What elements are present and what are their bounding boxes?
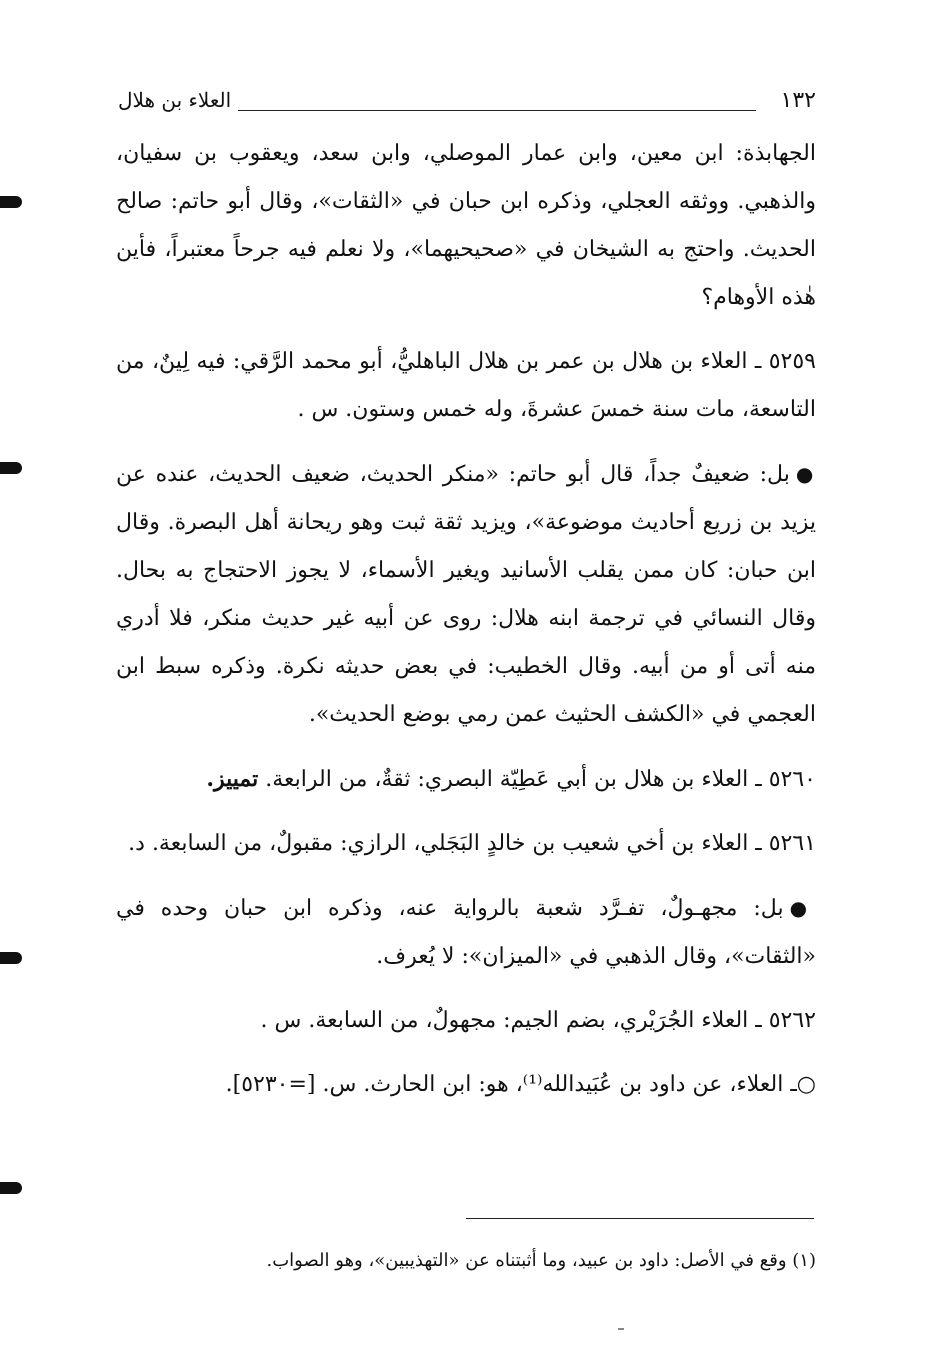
footnote: (١) وقع في الأصل: داود بن عبيد، وما أثبتناه عن «التهذيبين»، وهو الصواب. [266,1250,816,1271]
entry-5261: ٥٢٦١ ـ العلاء بن أخي شعيب بن خالدٍ البَجَلي، الرازي: مقبولٌ، من السابعة. د. [128,831,816,856]
entry-5259: ٥٢٥٩ ـ العلاء بن هلال بن عمر بن هلال الباهليُّ، أبو محمد الرَّقي: فيه لِينٌ، من التاسعة، مات سنة خمسَ عشرةَ، وله خمس وستون. س . [116,349,816,422]
entry-5260-text: ٥٢٦٠ ـ العلاء بن هلال بن أبي عَطِيّة البصري: ثقةٌ، من الرابعة. [265,767,816,792]
tamyiz-label: تمييز. [206,766,259,792]
scan-dot [618,1328,624,1330]
header-rule [238,110,756,111]
paragraph-continuation: الجهابذة: ابن معين، وابن عمار الموصلي، وابن سعد، ويعقوب بن سفيان، والذهبي. ووثقه العجلي، وذكره ابن حبان في «الثقات»، وقال أبو حاتم: صالح الحديث. واحتج به الشيخان في «صحيحيهما»، ولا نعلم فيه جرحاً معتبراً، فأين هٰذه الأوهام؟ [116,141,816,310]
scan-edge-mark [0,1182,22,1194]
entry-5260 [116,755,816,804]
running-header [118,88,816,118]
commentary-5261 [116,884,816,981]
circle-icon: ○ [796,1072,816,1097]
running-title: العلاء بن هلال [118,88,232,112]
commentary-5261-text: بل: مجهـولٌ، تفـرَّد شعبة بالرواية عنه، وذكره ابن حبان وحده في «الثقات»، وقال الذهبي في «الميزان»: لا يُعرف. [116,896,816,969]
entry-5262: ٥٢٦٢ ـ العلاء الجُرَيْري، بضم الجيم: مجهولٌ، من السابعة. س . [260,1008,816,1033]
entry-cross-reference [116,1061,816,1109]
scan-edge-mark [0,952,22,964]
footnote-rule [466,1218,814,1219]
scan-edge-mark [0,196,22,208]
cross-reference-text: ـ العلاء، عن داود بن عُبَيدالله⁽¹⁾، هو: ابن الحارث. س. [=٥٢٣٠]. [225,1072,797,1097]
scan-edge-mark [0,462,22,474]
commentary-5259 [116,450,816,739]
bullet-icon: ● [795,462,817,486]
page-number: ١٣٢ [780,88,816,113]
bullet-icon: ● [789,896,816,920]
page-body [116,130,816,1125]
commentary-5259-text: بل: ضعيفٌ جداً، قال أبو حاتم: «منكر الحديث، ضعيف الحديث، عنده عن يزيد بن زريع أحاديث موضوعة»، ويزيد ثقة ثبت وهو ريحانة أهل البصرة. وقال ابن حبان: كان ممن يقلب الأسانيد ويغير الأسماء، لا يجوز الاحتجاج به بحال. وقال النسائي في ترجمة ابنه هلال: روى عن أبيه غير حديث منكر، فلا أدري منه أتى أو من أبيه. وقال الخطيب: في بعض حديثه نكرة. وذكره سبط ابن العجمي في «الكشف الحثيث عمن رمي بوضع الحديث». [116,462,816,727]
